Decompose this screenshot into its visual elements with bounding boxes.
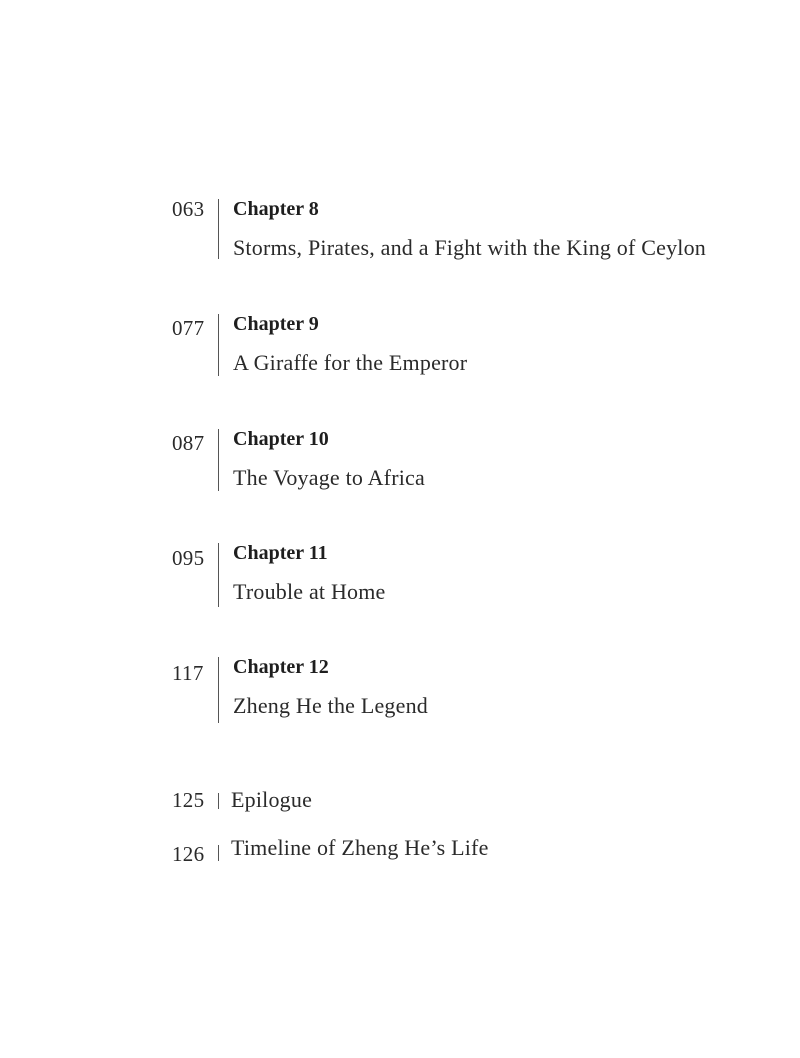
page-number: 063 <box>172 197 205 221</box>
chapter-title: The Voyage to Africa <box>233 465 425 490</box>
chapter-label: Chapter 9 <box>233 313 319 335</box>
chapter-title: A Giraffe for the Emperor <box>233 350 468 375</box>
toc-entry-chapter-9[interactable] <box>172 312 772 376</box>
toc-entry-chapter-10[interactable] <box>172 427 772 491</box>
page-number: 077 <box>172 316 205 340</box>
entry-text <box>233 312 467 376</box>
page-number: 095 <box>172 546 205 570</box>
chapter-label: Chapter 8 <box>233 198 319 220</box>
separator-rule <box>218 845 219 861</box>
page-number: 126 <box>172 842 205 866</box>
entry-text <box>233 427 425 491</box>
page-number: 117 <box>172 661 204 685</box>
chapter-label: Chapter 12 <box>233 656 329 678</box>
entry-text <box>233 541 386 605</box>
chapter-label: Chapter 11 <box>233 542 328 564</box>
entry-title: Timeline of Zheng He’s Life <box>231 835 489 860</box>
entry-text <box>233 197 706 261</box>
toc-entry-chapter-8[interactable] <box>172 197 772 261</box>
separator-rule <box>218 793 219 809</box>
separator-rule <box>218 543 219 607</box>
page-number: 087 <box>172 431 205 455</box>
entry-text <box>231 788 312 812</box>
chapter-title: Storms, Pirates, and a Fight with the King of Ceylon <box>233 235 706 260</box>
separator-rule <box>218 657 219 723</box>
chapter-title: Zheng He the Legend <box>233 693 429 718</box>
page-number: 125 <box>172 788 205 812</box>
chapter-title: Trouble at Home <box>233 579 386 604</box>
separator-rule <box>218 199 219 259</box>
chapter-label: Chapter 10 <box>233 428 329 450</box>
toc-entry-timeline[interactable] <box>172 835 772 866</box>
toc-entry-chapter-11[interactable] <box>172 541 772 605</box>
separator-rule <box>218 429 219 491</box>
entry-title: Epilogue <box>231 787 313 812</box>
toc-entry-chapter-12[interactable] <box>172 655 772 723</box>
separator-rule <box>218 314 219 376</box>
toc-entry-epilogue[interactable] <box>172 788 772 814</box>
entry-text <box>233 655 428 719</box>
entry-text <box>231 836 489 860</box>
